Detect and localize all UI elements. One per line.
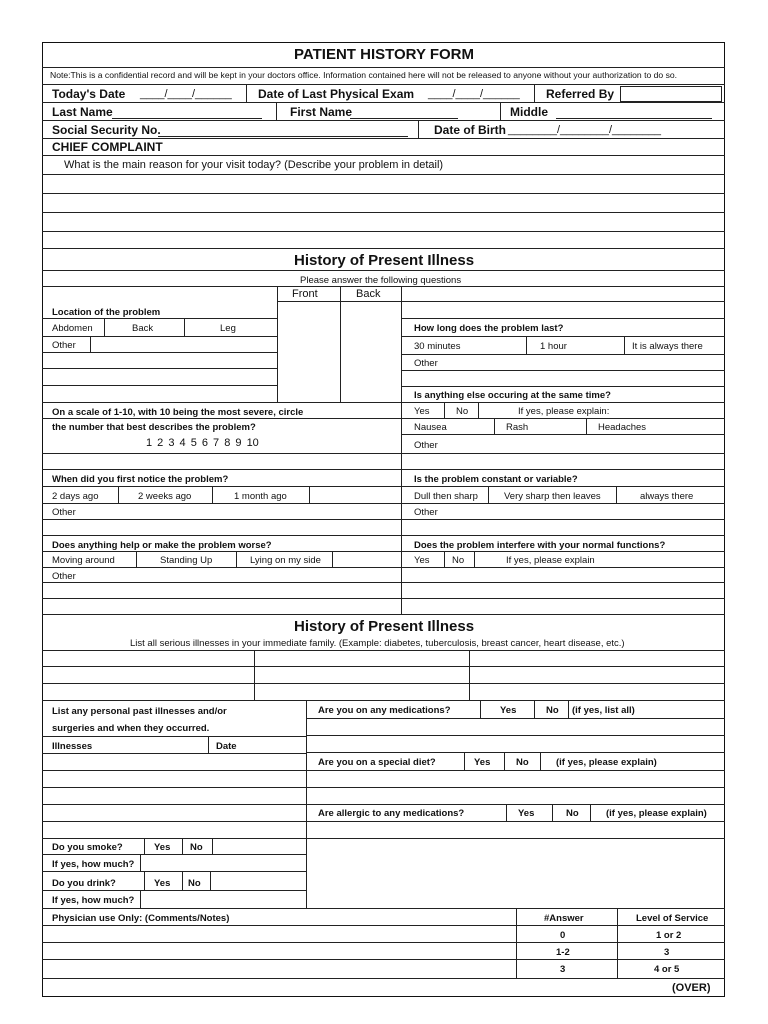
date-header: Date: [216, 741, 237, 752]
rule-line: [42, 770, 306, 771]
rule-line: [401, 318, 725, 319]
first-name-label: First Name: [290, 105, 353, 119]
middle-field[interactable]: [556, 106, 712, 119]
rule-line: [42, 978, 725, 979]
how-long-label: How long does the problem last?: [414, 323, 564, 334]
rule-line: [488, 486, 489, 503]
rule-line: [42, 582, 401, 583]
rule-line: [586, 418, 587, 434]
drink-no[interactable]: No: [188, 878, 201, 889]
rule-line: [480, 700, 481, 718]
lying-option[interactable]: Lying on my side: [250, 555, 321, 566]
rule-line: [184, 318, 185, 336]
rule-line: [42, 102, 725, 103]
rule-line: [617, 908, 618, 978]
rule-line: [212, 838, 213, 854]
physician-label: Physician use Only: (Comments/Notes): [52, 913, 230, 924]
rule-line: [42, 908, 725, 909]
rule-line: [444, 551, 445, 567]
rule-line: [469, 650, 470, 700]
rule-line: [526, 336, 527, 354]
helps-label: Does anything help or make the problem worse?: [52, 540, 272, 551]
rule-line: [42, 614, 725, 615]
rule-line: [340, 286, 341, 402]
rule-line: [590, 804, 591, 821]
rule-line: [504, 752, 505, 770]
dob-field[interactable]: ________/________/________: [508, 124, 661, 136]
rule-line: [42, 270, 725, 271]
rule-line: [42, 753, 306, 754]
rule-line: [136, 551, 137, 567]
rule-line: [42, 248, 725, 249]
rule-line: [401, 336, 725, 337]
confidential-note: Note:This is a confidential record and will be kept in your doctors office. Information contained here will not be released to anyone without your authorization to do so.: [50, 70, 678, 80]
rule-line: [42, 352, 277, 353]
very-sharp-option[interactable]: Very sharp then leaves: [504, 491, 601, 502]
rule-line: [42, 286, 725, 287]
rule-line: [418, 120, 419, 138]
rule-line: [276, 102, 277, 120]
rule-line: [401, 453, 725, 454]
level-row-1: 3: [664, 947, 670, 958]
rule-line: [42, 212, 725, 213]
ssn-label: Social Security No.: [52, 123, 161, 137]
rule-line: [306, 735, 725, 736]
todays-date-field[interactable]: ____/____/______: [140, 88, 232, 100]
rule-line: [401, 567, 725, 568]
rule-line: [42, 231, 725, 232]
rule-line: [306, 804, 725, 805]
rule-line: [506, 804, 507, 821]
rule-line: [42, 821, 306, 822]
first-name-field[interactable]: [350, 106, 458, 119]
one-month-option[interactable]: 1 month ago: [234, 491, 287, 502]
rule-line: [42, 318, 277, 319]
rule-line: [208, 736, 209, 753]
rule-line: [42, 453, 401, 454]
medications-no[interactable]: No: [546, 705, 559, 716]
rule-line: [306, 770, 725, 771]
rule-line: [552, 804, 553, 821]
rule-line: [210, 871, 211, 890]
rule-line: [42, 598, 725, 599]
rule-line: [494, 418, 495, 434]
rule-line: [236, 551, 237, 567]
rule-line: [42, 418, 401, 419]
rule-line: [182, 838, 183, 854]
rule-line: [140, 890, 141, 908]
interfere-yes[interactable]: Yes: [414, 555, 430, 566]
rule-line: [42, 385, 277, 386]
drink-label: Do you drink?: [52, 878, 116, 889]
thirty-minutes-option[interactable]: 30 minutes: [414, 341, 461, 352]
rule-line: [42, 804, 306, 805]
level-row-0: 1 or 2: [656, 930, 682, 941]
over-note: (OVER): [672, 982, 711, 994]
rule-line: [401, 434, 725, 435]
rule-line: [42, 890, 306, 891]
allergy-label: Are allergic to any medications?: [318, 808, 465, 819]
scale-label-line2: the number that best describes the problem?: [52, 422, 256, 433]
last-name-label: Last Name: [52, 105, 113, 119]
same-time-other[interactable]: Other: [414, 440, 438, 451]
rule-line: [444, 402, 445, 418]
rule-line: [306, 718, 725, 719]
rule-line: [42, 787, 306, 788]
noticed-label: When did you first notice the problem?: [52, 474, 229, 485]
rule-line: [568, 700, 569, 718]
form-title: PATIENT HISTORY FORM: [294, 46, 475, 63]
chief-complaint-label: CHIEF COMPLAINT: [52, 140, 163, 154]
rule-line: [534, 84, 535, 102]
rule-line: [42, 368, 277, 369]
rule-line: [401, 301, 725, 302]
hpi-subtitle: Please answer the following questions: [300, 275, 462, 286]
constant-label: Is the problem constant or variable?: [414, 474, 578, 485]
standing-option[interactable]: Standing Up: [160, 555, 213, 566]
last-name-field[interactable]: [112, 106, 262, 119]
rule-line: [42, 959, 725, 960]
leg-option[interactable]: Leg: [220, 323, 236, 334]
allergy-yes[interactable]: Yes: [518, 808, 535, 819]
rule-line: [464, 752, 465, 770]
rule-line: [401, 582, 725, 583]
physical-exam-field[interactable]: ____/____/______: [428, 88, 520, 100]
rule-line: [42, 871, 306, 872]
rule-line: [42, 138, 725, 139]
rule-line: [42, 700, 725, 701]
rule-line: [42, 402, 401, 403]
illnesses-header: Illnesses: [52, 741, 93, 752]
front-label: Front: [292, 288, 318, 300]
rule-line: [478, 402, 479, 418]
rule-line: [90, 336, 91, 352]
chief-complaint-question: What is the main reason for your visit today? (Describe your problem in detail): [64, 159, 444, 171]
rule-line: [104, 318, 105, 336]
rule-line: [254, 650, 255, 700]
same-time-label: Is anything else occuring at the same time?: [414, 390, 611, 401]
past-illness-label1: List any personal past illnesses and/or: [52, 706, 227, 717]
allergy-explain: (if yes, please explain): [606, 808, 707, 819]
noticed-other[interactable]: Other: [52, 507, 76, 518]
back-label: Back: [356, 288, 381, 300]
rule-line: [42, 486, 401, 487]
rule-line: [246, 84, 247, 102]
rule-line: [118, 486, 119, 503]
back-option[interactable]: Back: [132, 323, 154, 334]
rule-line: [516, 908, 517, 978]
same-time-no[interactable]: No: [456, 406, 469, 417]
rule-line: [42, 650, 725, 651]
rule-line: [42, 67, 725, 68]
abdomen-option[interactable]: Abdomen: [52, 323, 93, 334]
rule-line: [42, 567, 401, 568]
dob-label: Date of Birth: [434, 123, 506, 137]
rule-line: [401, 370, 725, 371]
rule-line: [182, 871, 183, 890]
answer-header: #Answer: [544, 913, 584, 924]
rule-line: [42, 503, 401, 504]
rule-line: [401, 519, 725, 520]
rule-line: [42, 336, 277, 337]
interfere-label: Does the problem interfere with your normal functions?: [414, 540, 666, 551]
rule-line: [42, 120, 725, 121]
family-instructions: List all serious illnesses in your immediate family. (Example: diabetes, tuberculosis, breast cancer, heart disease, etc.): [130, 638, 625, 649]
answer-row-0: 0: [560, 930, 566, 941]
rule-line: [140, 854, 141, 871]
one-hour-option[interactable]: 1 hour: [540, 341, 567, 352]
medications-list-all: (if yes, list all): [572, 705, 635, 716]
two-weeks-option[interactable]: 2 weeks ago: [138, 491, 192, 502]
rule-line: [42, 736, 306, 737]
drink-how-much: If yes, how much?: [52, 895, 135, 906]
smoke-how-much: If yes, how much?: [52, 859, 135, 870]
rule-line: [42, 666, 725, 667]
medications-yes[interactable]: Yes: [500, 705, 517, 716]
rule-line: [42, 551, 401, 552]
rule-line: [534, 700, 535, 718]
helps-other[interactable]: Other: [52, 571, 76, 582]
rule-line: [401, 503, 725, 504]
rule-line: [42, 925, 725, 926]
how-long-other[interactable]: Other: [414, 358, 438, 369]
dull-sharp-option[interactable]: Dull then sharp: [414, 491, 478, 502]
rule-line: [42, 174, 725, 175]
rule-line: [306, 752, 725, 753]
moving-option[interactable]: Moving around: [52, 555, 115, 566]
referred-by-field[interactable]: [620, 86, 722, 102]
diet-label: Are you on a special diet?: [318, 757, 436, 768]
allergy-no[interactable]: No: [566, 808, 579, 819]
rule-line: [42, 469, 725, 470]
rule-line: [401, 386, 725, 387]
diet-yes[interactable]: Yes: [474, 757, 491, 768]
medications-label: Are you on any medications?: [318, 705, 451, 716]
rule-line: [42, 155, 725, 156]
rule-line: [616, 486, 617, 503]
rule-line: [144, 838, 145, 854]
rash-option[interactable]: Rash: [506, 422, 529, 433]
constant-other[interactable]: Other: [414, 507, 438, 518]
always-there-option[interactable]: It is always there: [632, 341, 703, 352]
rule-line: [42, 193, 725, 194]
diet-no[interactable]: No: [516, 757, 529, 768]
smoke-yes[interactable]: Yes: [154, 842, 171, 853]
todays-date-label: Today's Date: [52, 87, 126, 101]
interfere-no[interactable]: No: [452, 555, 465, 566]
location-label: Location of the problem: [52, 307, 161, 318]
rule-line: [306, 787, 725, 788]
diet-explain: (if yes, please explain): [556, 757, 657, 768]
ssn-field[interactable]: [158, 124, 408, 137]
nausea-option[interactable]: Nausea: [414, 422, 447, 433]
answer-row-1: 1-2: [556, 947, 570, 958]
referred-by-label: Referred By: [546, 87, 615, 101]
rule-line: [306, 821, 725, 822]
location-other[interactable]: Other: [52, 340, 76, 351]
level-row-2: 4 or 5: [654, 964, 680, 975]
scale-label-line1: On a scale of 1-10, with 10 being the most severe, circle: [52, 407, 304, 418]
rule-line: [42, 942, 725, 943]
two-days-option[interactable]: 2 days ago: [52, 491, 99, 502]
rule-line: [474, 551, 475, 567]
smoke-label: Do you smoke?: [52, 842, 123, 853]
headaches-option[interactable]: Headaches: [598, 422, 647, 433]
rule-line: [277, 301, 401, 302]
drink-yes[interactable]: Yes: [154, 878, 171, 889]
rule-line: [42, 519, 401, 520]
smoke-no[interactable]: No: [190, 842, 203, 853]
rule-line: [212, 486, 213, 503]
rule-line: [401, 418, 725, 419]
rule-line: [332, 551, 333, 567]
rule-line: [42, 535, 725, 536]
rule-line: [500, 102, 501, 120]
rule-line: [401, 551, 725, 552]
rule-line: [144, 871, 145, 890]
answer-row-2: 3: [560, 964, 566, 975]
interfere-explain: If yes, please explain: [506, 555, 595, 566]
hpi-title: History of Present Illness: [294, 252, 475, 269]
rule-line: [42, 854, 306, 855]
family-history-title: History of Present Illness: [294, 618, 475, 635]
same-time-yes[interactable]: Yes: [414, 406, 430, 417]
same-time-explain: If yes, please explain:: [518, 406, 610, 417]
middle-label: Middle: [510, 105, 548, 119]
rule-line: [401, 402, 725, 403]
rule-line: [309, 486, 310, 503]
rule-line: [540, 752, 541, 770]
rule-line: [42, 683, 725, 684]
severity-scale[interactable]: 1 2 3 4 5 6 7 8 9 10: [146, 437, 259, 449]
past-illness-label2: surgeries and when they occurred.: [52, 723, 210, 734]
rule-line: [624, 336, 625, 354]
rule-line: [42, 84, 725, 85]
rule-line: [277, 286, 278, 402]
rule-line: [401, 354, 725, 355]
physical-exam-label: Date of Last Physical Exam: [258, 87, 415, 101]
level-header: Level of Service: [636, 913, 709, 924]
always-there2-option[interactable]: always there: [640, 491, 694, 502]
rule-line: [401, 486, 725, 487]
